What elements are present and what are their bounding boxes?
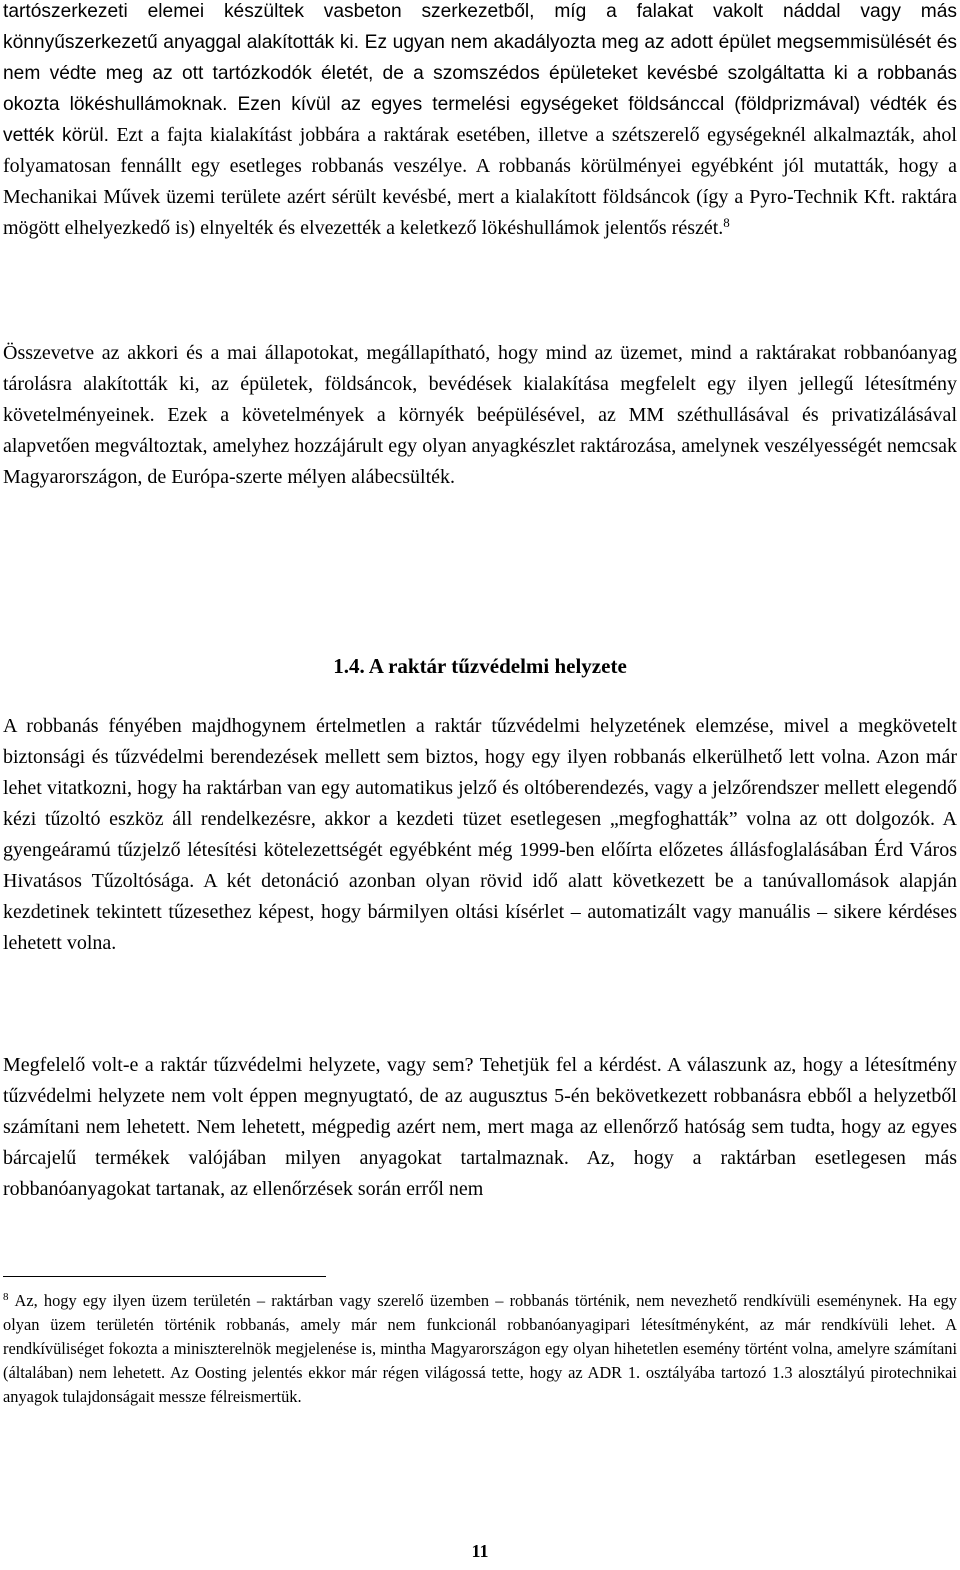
footnote-reference[interactable]: 8 xyxy=(723,215,730,230)
footnote xyxy=(3,1289,957,1409)
paragraph-fire-question: Megfelelő volt-e a raktár tűzvédelmi helyzete, vagy sem? Tehetjük fel a kérdést. A válaszunk az, hogy a létesítmény tűzvédelmi helyzete nem volt éppen megnyugtató, de az augusztus 5-én bekövetkezett robbanásra ebből a helyzetből számítani nem lehetett. Nem lehetett, mégpedig azért nem, mert maga az ellenőrző hatóság sem tudta, hogy az egyes bárcajelű termékek valójában milyen anyagokat tartalmaznak. Az, hogy a raktárban esetlegesen más robbanóanyagokat tartanak, az ellenőrzések során erről nem xyxy=(3,1054,957,1200)
paragraph-comparison: Összevetve az akkori és a mai állapotokat, megállapítható, hogy mind az üzemet, mind a raktárakat robbanóanyag tárolásra alakították ki, az épületek, földsáncok, bevédések kialakítása megfelelt egy ilyen jellegű létesítmény követelményeinek. Ezek a követelmények a környék beépülésével, az MM széthullásával és privatizálásával alapvetően megváltoztak, amelyhez hozzájárult egy olyan anyagkészlet raktározása, amelynek veszélyességét nemcsak Magyarországon, de Európa-szerte mélyen alábecsülték. xyxy=(3,342,957,488)
footnote-separator xyxy=(3,1276,326,1277)
paragraph-earthworks-sans-part: tartószerkezeti elemei készültek vasbeton szerkezetből, míg a falakat vakolt náddal vagy más könnyűszerkezetű anyaggal alakították ki. Ez ugyan nem akadályozta meg az adott épület megsemmisülését és nem védte meg az ott tartózkodók életét, de a szomszédos épületeket kevésbé szolgáltatta ki a robbanás okozta lökéshullámoknak. Ezen kívül az egyes termelési egységeket földsánccal (földprizmával) védték és vették körül. xyxy=(3,1,957,146)
page-number: 11 xyxy=(471,1541,489,1561)
footnote-text: Az, hogy egy ilyen üzem területén – raktárban vagy szerelő üzemben – robbanás történik, nem nevezhető rendkívüli eseménynek. Ha egy olyan üzem területén történik robbanás, amely már nem funkcionál robbanóanyagipari létesítményként, az már rendkívüli lehet. A rendkívüliséget fokozta a miniszterelnök megjelenése is, mintha Magyarországon egy olyan hihetetlen esemény történt volna, amelyre számítani (általában) nem lehetett. Az Oosting jelentés ekkor már régen világossá tette, hogy az ADR 1. osztályába tartozó 1.3 alosztályú pirotechnikai anyagok tulajdonságait messze félreismertük. xyxy=(3,1291,957,1406)
section-heading: 1.4. A raktár tűzvédelmi helyzete xyxy=(333,654,627,678)
footnote-number: 8 xyxy=(3,1291,9,1303)
paragraph-fire-analysis: A robbanás fényében majdhogynem értelmetlen a raktár tűzvédelmi helyzetének elemzése, mivel a megkövetelt biztonsági és tűzvédelmi berendezések mellett sem biztos, hogy egy ilyen robbanás elkerülhető lett volna. Azon már lehet vitatkozni, hogy ha raktárban van egy automatikus jelző és oltóberendezés, vagy a jelzőrendszer mellett elegendő kézi tűzoltó eszköz áll rendelkezésre, akkor a kezdeti tüzet esetlegesen „megfoghatták” volna az ott dolgozók. A gyengeáramú tűzjelző létesítési kötelezettségét egyébként még 1999-ben előírta előzetes állásfoglalásában Érd Város Hivatásos Tűzoltósága. A két detonáció azonban olyan rövid idő alatt következett be a tanúvallomások alapján kezdetinek tekintett tűzesethez képest, hogy bármilyen oltási kísérlet – automatizált vagy manuális – sikere kérdéses lehetett volna. xyxy=(3,715,957,954)
paragraph-earthworks xyxy=(3,0,957,244)
paragraph-earthworks-serif-part: Ezt a fajta kialakítást jobbára a raktárak esetében, illetve a szétszerelő egységeknél alkalmazták, ahol folyamatosan fennállt egy esetleges robbanás veszélye. A robbanás körülményei egyébként jól mutatták, hogy a Mechanikai Művek üzemi területe azért sérült kevésbé, mert a kialakított földsáncok (így a Pyro-Technik Kft. raktára mögött elhelyezkedő is) elnyelték és elvezették a keletkező lökéshullámok jelentős részét. xyxy=(3,124,957,239)
